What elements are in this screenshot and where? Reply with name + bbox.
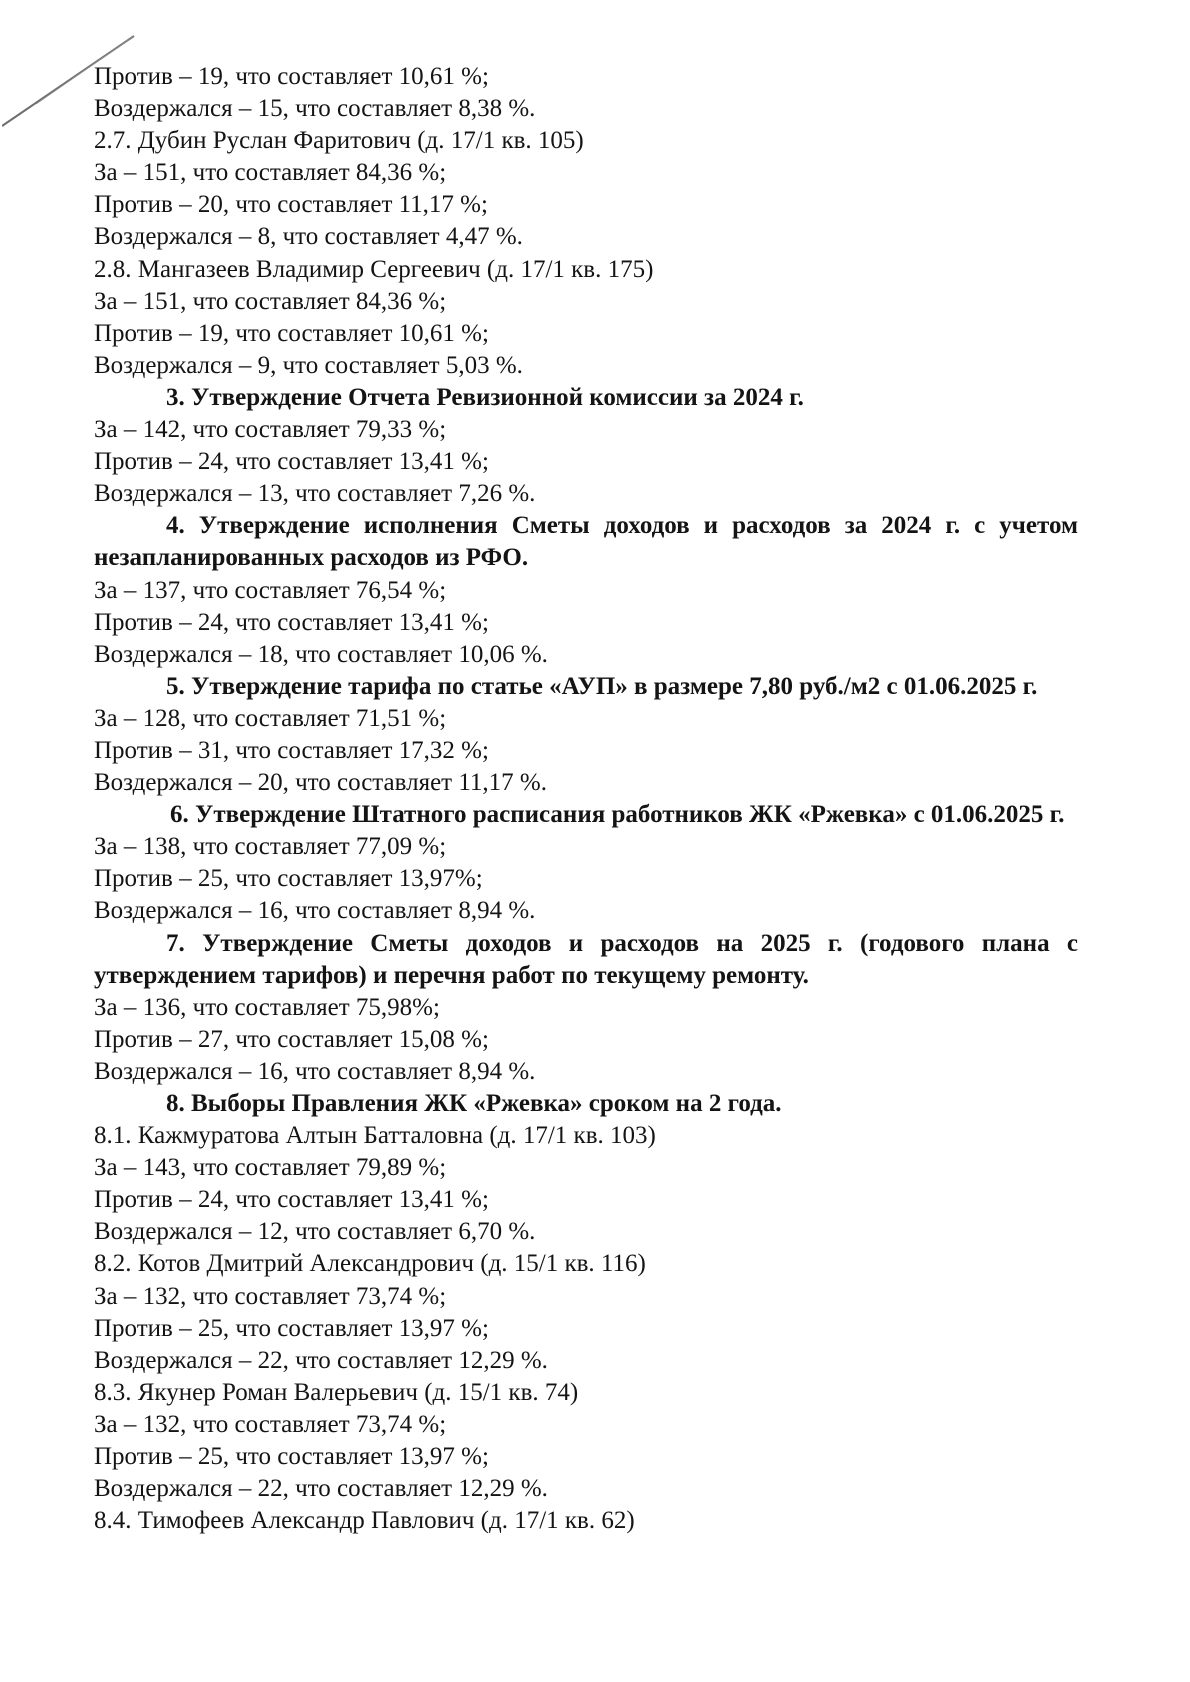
vote-for-2-8: За – 151, что составляет 84,36 %; [94,287,447,315]
agenda-item-4-heading: 4. Утверждение исполнения Сметы доходов и расходов за 2024 г. с учетом незапланированных расходов из РФО. [94,512,1078,572]
agenda-item-6-heading: 6. Утверждение Штатного расписания работников ЖК «Ржевка» с 01.06.2025 г. [170,801,1065,829]
vote-for-4: За – 137, что составляет 76,54 %; [94,576,447,604]
candidate-2-7: 2.7. Дубин Руслан Фаритович (д. 17/1 кв. 105) [94,127,584,155]
agenda-item-3-heading: 3. Утверждение Отчета Ревизионной комиссии за 2024 г. [166,383,804,411]
agenda-item-7-heading: 7. Утверждение Сметы доходов и расходов на 2025 г. (годового плана с утверждением тарифов) и перечня работ по текущему ремонту. [94,929,1078,989]
vote-for-5: За – 128, что составляет 71,51 %; [94,704,447,732]
vote-for-3: За – 142, что составляет 79,33 %; [94,416,447,444]
vote-for-8-3: За – 132, что составляет 73,74 %; [94,1410,447,1438]
vote-for-6: За – 138, что составляет 77,09 %; [94,833,447,861]
vote-for-7: За – 136, что составляет 75,98%; [94,993,440,1021]
vote-for-2-7: За – 151, что составляет 84,36 %; [94,159,447,187]
vote-against-2-8: Против – 19, что составляет 10,61 %; [94,319,489,347]
vote-abstain-8-3: Воздержался – 22, что составляет 12,29 %. [94,1475,548,1503]
vote-against-8-1: Против – 24, что составляет 13,41 %; [94,1186,489,1214]
vote-abstain-2-7: Воздержался – 8, что составляет 4,47 %. [94,223,523,251]
vote-abstain-3: Воздержался – 13, что составляет 7,26 %. [94,480,536,508]
candidate-8-4: 8.4. Тимофеев Александр Павлович (д. 17/1 кв. 62) [94,1507,635,1535]
vote-abstain-8-2: Воздержался – 22, что составляет 12,29 %. [94,1346,548,1374]
vote-abstain-4: Воздержался – 18, что составляет 10,06 %. [94,640,548,668]
vote-against-4: Против – 24, что составляет 13,41 %; [94,608,489,636]
vote-abstain-8-1: Воздержался – 12, что составляет 6,70 %. [94,1218,536,1246]
vote-for-8-1: За – 143, что составляет 79,89 %; [94,1154,447,1182]
vote-abstain-5: Воздержался – 20, что составляет 11,17 %. [94,769,548,797]
vote-against-3: Против – 24, что составляет 13,41 %; [94,448,489,476]
candidate-8-3: 8.3. Якунер Роман Валерьевич (д. 15/1 кв. 74) [94,1378,579,1406]
vote-against-7: Против – 27, что составляет 15,08 %; [94,1025,489,1053]
vote-for-8-2: За – 132, что составляет 73,74 %; [94,1282,447,1310]
candidate-2-8: 2.8. Мангазеев Владимир Сергеевич (д. 17/1 кв. 175) [94,255,654,283]
vote-against-8-2: Против – 25, что составляет 13,97 %; [94,1314,489,1342]
vote-abstain-6: Воздержался – 16, что составляет 8,94 %. [94,897,536,925]
vote-against-8-3: Против – 25, что составляет 13,97 %; [94,1443,489,1471]
agenda-item-5-heading: 5. Утверждение тарифа по статье «АУП» в размере 7,80 руб./м2 с 01.06.2025 г. [166,672,1038,700]
vote-against-6: Против – 25, что составляет 13,97%; [94,865,483,893]
candidate-8-1: 8.1. Кажмуратова Алтын Батталовна (д. 17/1 кв. 103) [94,1122,656,1150]
vote-abstain-2-8: Воздержался – 9, что составляет 5,03 %. [94,351,523,379]
vote-against-5: Против – 31, что составляет 17,32 %; [94,736,489,764]
protocol-text [94,61,1078,1537]
vote-abstain-7: Воздержался – 16, что составляет 8,94 %. [94,1057,536,1085]
vote-against-2-7: Против – 20, что составляет 11,17 %; [94,191,488,219]
vote-against-2-6: Против – 19, что составляет 10,61 %; [94,63,489,90]
vote-abstain-2-6: Воздержался – 15, что составляет 8,38 %. [94,95,536,123]
agenda-item-8-heading: 8. Выборы Правления ЖК «Ржевка» сроком на 2 года. [166,1090,782,1117]
candidate-8-2: 8.2. Котов Дмитрий Александрович (д. 15/1 кв. 116) [94,1250,646,1278]
